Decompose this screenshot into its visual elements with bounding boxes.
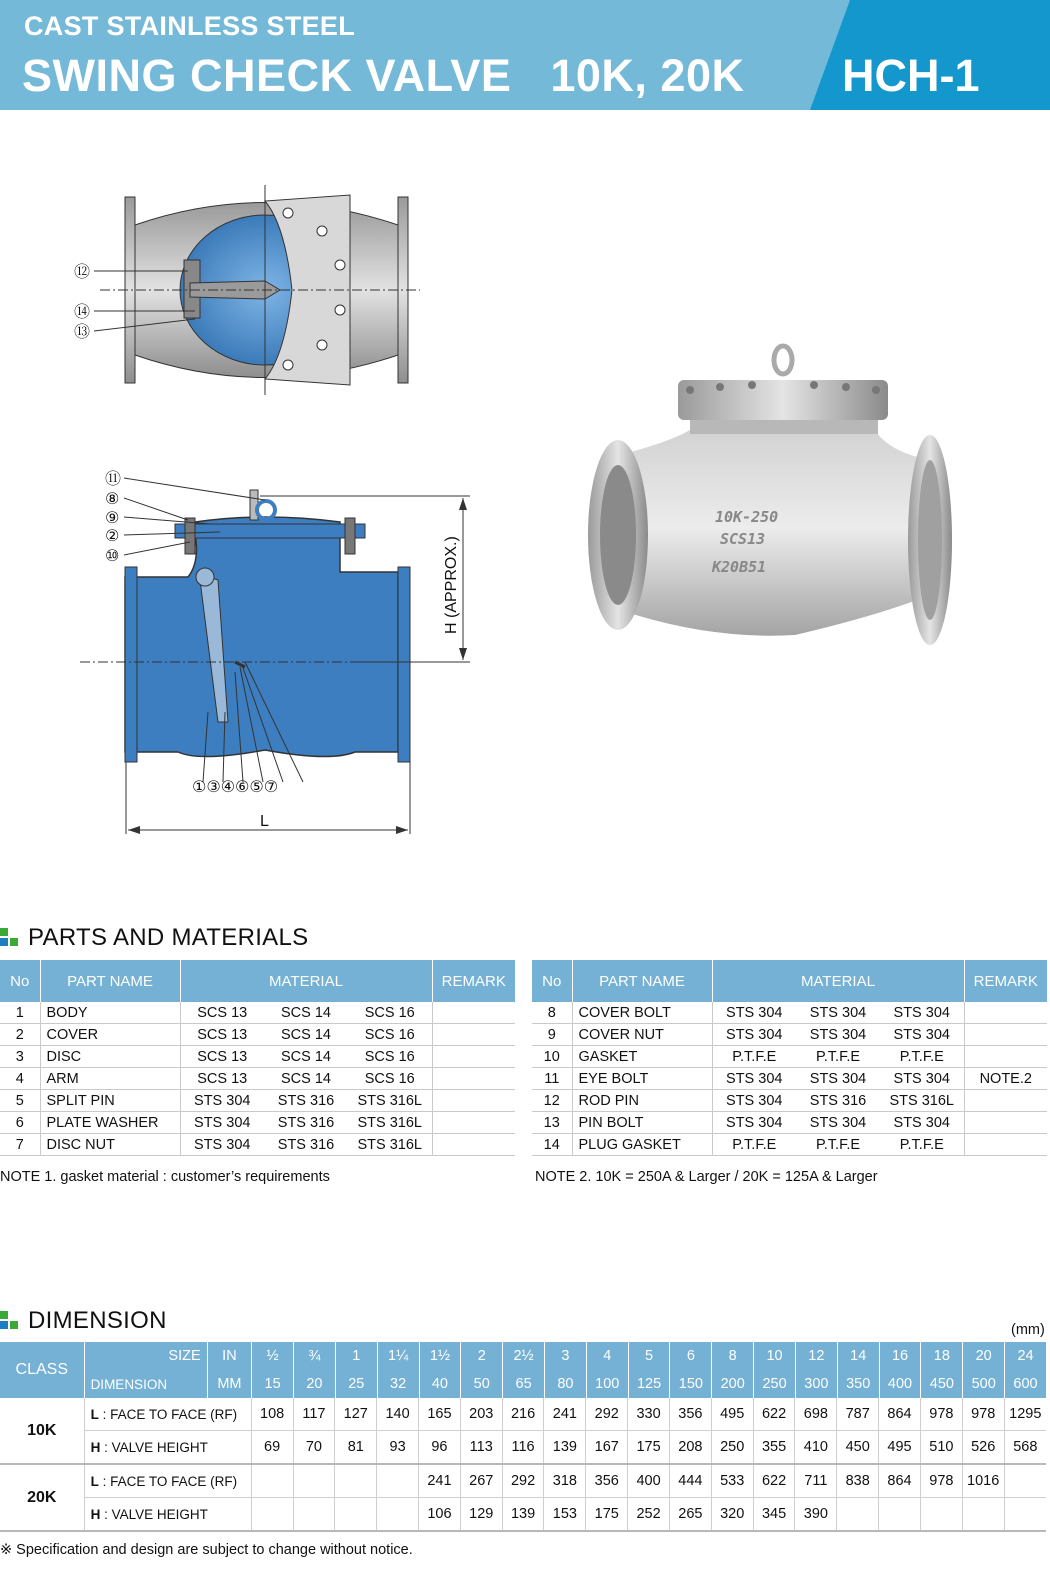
remark [964,1112,1047,1134]
header-subtitle: CAST STAINLESS STEEL [24,11,356,41]
dimension-value: 622 [753,1398,795,1431]
dimension-value: 116 [502,1431,544,1465]
material-1: STS 304 [712,1024,796,1046]
dimension-value: 265 [669,1498,711,1532]
part-name: COVER [40,1024,180,1046]
material-2: STS 316 [264,1134,348,1156]
dimension-value [1004,1498,1046,1532]
material-2: STS 316 [264,1112,348,1134]
size-in-cell: 24 [1004,1342,1046,1370]
dimension-value: 410 [795,1431,837,1465]
remark [432,1002,515,1024]
size-in-cell: 5 [628,1342,670,1370]
material-2: SCS 14 [264,1046,348,1068]
size-in-cell: 1½ [419,1342,461,1370]
material-2: SCS 14 [264,1024,348,1046]
size-mm-cell: 100 [586,1370,628,1398]
material-3: STS 304 [880,1068,964,1090]
dimension-value: 330 [628,1398,670,1431]
material-3: STS 304 [880,1002,964,1024]
dimension-value: 698 [795,1398,837,1431]
dimension-value: 1295 [1004,1398,1046,1431]
valve-section-drawing [60,462,480,840]
class-name: 10K [0,1398,84,1464]
remark [964,1002,1047,1024]
size-mm-cell: 80 [544,1370,586,1398]
dimension-row [0,1398,1046,1431]
dimension-value: 127 [335,1398,377,1431]
size-mm-cell: 25 [335,1370,377,1398]
material-1: STS 304 [712,1002,796,1024]
dimension-value: 390 [795,1498,837,1532]
dimension-value [377,1498,419,1532]
dimension-desc-text: : FACE TO FACE (RF) [98,1406,238,1422]
note-2: NOTE 2. 10K = 250A & Larger / 20K = 125A & Larger [535,1169,878,1185]
size-mm-cell: 150 [669,1370,711,1398]
material-3: STS 304 [880,1024,964,1046]
material-3: SCS 16 [348,1002,432,1024]
col-part-name: PART NAME [40,960,180,1002]
material-2: STS 316 [796,1090,880,1112]
dimension-value [879,1498,921,1532]
dimension-value: 292 [502,1464,544,1498]
parts-heading: PARTS AND MATERIALS [28,924,309,951]
dimension-value: 117 [293,1398,335,1431]
size-mm-cell: 50 [460,1370,502,1398]
part-no: 1 [0,1002,40,1024]
remark [432,1112,515,1134]
class-name: 20K [0,1464,84,1531]
dimension-value: 208 [669,1431,711,1465]
parts-row [532,1112,1047,1134]
size-in-cell: 2½ [502,1342,544,1370]
dimension-value [251,1464,293,1498]
material-3: STS 316L [348,1112,432,1134]
callout-2: ② [105,526,120,545]
size-mm-cell: 15 [251,1370,293,1398]
dimension-value [377,1464,419,1498]
dimension-value: 108 [251,1398,293,1431]
parts-row [0,1112,515,1134]
material-1: P.T.F.E [712,1134,796,1156]
parts-row [0,1068,515,1090]
dimension-h-label: H (APPROX.) [443,536,460,634]
callout-8: ⑧ [105,489,120,508]
dimension-value: 140 [377,1398,419,1431]
dimension-header: DIMENSION [84,1370,207,1398]
size-in-cell: 2 [460,1342,502,1370]
part-no: 4 [0,1068,40,1090]
dimension-value: 495 [879,1431,921,1465]
dimension-value: 241 [544,1398,586,1431]
dimension-value: 267 [460,1464,502,1498]
dimension-desc [84,1498,251,1532]
dimension-value: 1016 [962,1464,1004,1498]
material-3: P.T.F.E [880,1134,964,1156]
dimension-value: 345 [753,1498,795,1532]
size-mm-cell: 350 [837,1370,879,1398]
material-3: SCS 16 [348,1024,432,1046]
size-in-cell: 14 [837,1342,879,1370]
part-no: 10 [532,1046,572,1068]
dimension-value [335,1464,377,1498]
dimension-desc [84,1464,251,1498]
material-3: P.T.F.E [880,1046,964,1068]
dimension-value: 356 [586,1464,628,1498]
section-bullet-icon [0,1311,18,1329]
size-in-cell: 12 [795,1342,837,1370]
dimension-value: 787 [837,1398,879,1431]
parts-row [532,1134,1047,1156]
cast-mark-material: SCS13 [720,530,766,548]
class-header: CLASS [0,1342,84,1398]
dimension-key: H [90,1439,101,1455]
material-3: SCS 16 [348,1068,432,1090]
dimension-value: 69 [251,1431,293,1465]
remark [964,1024,1047,1046]
col-no: No [532,960,572,1002]
dimension-value [251,1498,293,1532]
material-2: STS 304 [796,1002,880,1024]
dimension-value: 106 [419,1498,461,1532]
material-2: STS 316 [264,1090,348,1112]
dimension-l-label: L [260,813,269,830]
dimension-value: 510 [920,1431,962,1465]
dimension-value: 450 [837,1431,879,1465]
dimension-heading: DIMENSION [28,1307,167,1334]
material-2: SCS 14 [264,1068,348,1090]
callout-11: ⑪ [105,469,122,488]
dimension-value [920,1498,962,1532]
dimension-value: 318 [544,1464,586,1498]
dimension-desc [84,1431,251,1465]
dimension-value: 292 [586,1398,628,1431]
material-2: SCS 14 [264,1002,348,1024]
material-1: SCS 13 [180,1024,264,1046]
in-header: IN [207,1342,251,1370]
size-mm-cell: 40 [419,1370,461,1398]
remark [432,1024,515,1046]
material-2: STS 304 [796,1112,880,1134]
remark [432,1090,515,1112]
part-name: EYE BOLT [572,1068,712,1090]
material-1: STS 304 [180,1134,264,1156]
callout-12: ⑫ [74,262,91,281]
part-name: COVER BOLT [572,1002,712,1024]
part-no: 8 [532,1002,572,1024]
material-3: STS 316L [348,1090,432,1112]
dimension-desc [84,1398,251,1431]
col-material: MATERIAL [180,960,432,1002]
dimension-value: 250 [711,1431,753,1465]
dimension-row [0,1498,1046,1532]
material-1: STS 304 [180,1112,264,1134]
model-number: HCH-1 [842,50,980,101]
dimension-value [293,1464,335,1498]
size-mm-cell: 65 [502,1370,544,1398]
dimension-value: 568 [1004,1431,1046,1465]
part-name: PLUG GASKET [572,1134,712,1156]
part-name: SPLIT PIN [40,1090,180,1112]
part-no: 12 [532,1090,572,1112]
size-in-cell: 4 [586,1342,628,1370]
parts-row [532,1090,1047,1112]
col-remark: REMARK [432,960,515,1002]
dimension-value: 241 [419,1464,461,1498]
dimension-value: 70 [293,1431,335,1465]
dimension-value: 216 [502,1398,544,1431]
size-mm-cell: 300 [795,1370,837,1398]
dimension-value: 139 [544,1431,586,1465]
dimension-value: 175 [628,1431,670,1465]
parts-row [532,1046,1047,1068]
parts-row [0,1134,515,1156]
callout-13: ⑬ [74,322,91,341]
dimension-key: L [90,1473,99,1489]
note-1: NOTE 1. gasket material : customer’s requirements [0,1169,330,1185]
size-in-cell: 20 [962,1342,1004,1370]
dimension-value: 153 [544,1498,586,1532]
material-3: STS 316L [348,1134,432,1156]
dimension-value: 864 [879,1464,921,1498]
cast-mark-code: K20B51 [712,558,767,576]
remark [432,1134,515,1156]
size-in-cell: 16 [879,1342,921,1370]
material-1: P.T.F.E [712,1046,796,1068]
dimension-value: 978 [920,1464,962,1498]
size-in-cell: 6 [669,1342,711,1370]
part-no: 14 [532,1134,572,1156]
size-in-cell: 1 [335,1342,377,1370]
parts-row [532,1024,1047,1046]
section-bullet-icon [0,928,18,946]
size-in-cell: 8 [711,1342,753,1370]
dimension-value: 113 [460,1431,502,1465]
material-2: STS 304 [796,1024,880,1046]
size-mm-cell: 200 [711,1370,753,1398]
parts-table-right [532,960,1047,1156]
dimension-desc-text: : VALVE HEIGHT [100,1439,208,1455]
callout-bottom-group: ①③④⑥⑤⑦ [192,777,279,796]
parts-row [532,1068,1047,1090]
part-name: DISC NUT [40,1134,180,1156]
col-part-name: PART NAME [572,960,712,1002]
remark [964,1046,1047,1068]
material-1: SCS 13 [180,1068,264,1090]
dimension-desc-text: : VALVE HEIGHT [100,1506,208,1522]
part-no: 5 [0,1090,40,1112]
size-mm-cell: 450 [920,1370,962,1398]
dimension-value: 81 [335,1431,377,1465]
part-no: 2 [0,1024,40,1046]
dimension-value: 139 [502,1498,544,1532]
material-1: SCS 13 [180,1002,264,1024]
material-1: STS 304 [712,1090,796,1112]
dimension-value: 526 [962,1431,1004,1465]
size-mm-cell: 20 [293,1370,335,1398]
dimension-key: L [90,1406,99,1422]
part-no: 11 [532,1068,572,1090]
material-3: STS 304 [880,1112,964,1134]
size-in-cell: ½ [251,1342,293,1370]
parts-row [0,1024,515,1046]
remark [964,1134,1047,1156]
valve-product-photo [580,340,970,660]
material-2: P.T.F.E [796,1134,880,1156]
part-no: 9 [532,1024,572,1046]
size-in-cell: 3 [544,1342,586,1370]
dimension-key: H [90,1506,101,1522]
dimension-value: 400 [628,1464,670,1498]
dimension-value: 129 [460,1498,502,1532]
material-2: STS 304 [796,1068,880,1090]
material-2: P.T.F.E [796,1046,880,1068]
parts-table-left [0,960,515,1156]
header-title: SWING CHECK VALVE 10K, 20K [22,50,745,101]
dimension-value: 978 [962,1398,1004,1431]
size-header: SIZE [84,1342,207,1370]
size-mm-cell: 125 [628,1370,670,1398]
material-1: STS 304 [180,1090,264,1112]
dimension-row [0,1464,1046,1498]
parts-row [0,1046,515,1068]
dimension-value: 622 [753,1464,795,1498]
callout-10: ⑩ [105,546,120,565]
dimension-value [293,1498,335,1532]
material-1: SCS 13 [180,1046,264,1068]
dimension-value: 444 [669,1464,711,1498]
remark: NOTE.2 [964,1068,1047,1090]
size-mm-cell: 32 [377,1370,419,1398]
part-no: 13 [532,1112,572,1134]
dimension-value: 165 [419,1398,461,1431]
size-in-cell: ¾ [293,1342,335,1370]
parts-row [532,1002,1047,1024]
dimension-value [1004,1464,1046,1498]
dimension-value: 93 [377,1431,419,1465]
size-mm-cell: 500 [962,1370,1004,1398]
material-1: STS 304 [712,1112,796,1134]
dimension-value: 167 [586,1431,628,1465]
part-name: DISC [40,1046,180,1068]
remark [432,1068,515,1090]
dimension-row [0,1431,1046,1465]
col-remark: REMARK [964,960,1047,1002]
material-3: SCS 16 [348,1046,432,1068]
dimension-value: 203 [460,1398,502,1431]
parts-row [0,1090,515,1112]
parts-row [0,1002,515,1024]
dimension-value: 96 [419,1431,461,1465]
mm-header: MM [207,1370,251,1398]
part-name: COVER NUT [572,1024,712,1046]
dimension-table [0,1342,1046,1532]
remark [964,1090,1047,1112]
size-mm-cell: 600 [1004,1370,1046,1398]
dimension-desc-text: : FACE TO FACE (RF) [98,1473,238,1489]
remark [432,1046,515,1068]
dimension-value [335,1498,377,1532]
material-3: STS 316L [880,1090,964,1112]
part-no: 3 [0,1046,40,1068]
cast-mark-class: 10K-250 [715,508,779,526]
unit-label: (mm) [1011,1322,1045,1338]
callout-14: ⑭ [74,302,91,321]
valve-top-view-drawing [60,185,430,395]
part-name: ARM [40,1068,180,1090]
dimension-value: 320 [711,1498,753,1532]
part-no: 7 [0,1134,40,1156]
footnote: ※ Specification and design are subject to change without notice. [0,1542,413,1558]
dimension-value: 978 [920,1398,962,1431]
dimension-value: 838 [837,1464,879,1498]
part-name: ROD PIN [572,1090,712,1112]
part-name: PLATE WASHER [40,1112,180,1134]
dimension-value: 175 [586,1498,628,1532]
dimension-value [837,1498,879,1532]
size-mm-cell: 400 [879,1370,921,1398]
dimension-value: 356 [669,1398,711,1431]
dimension-value: 495 [711,1398,753,1431]
part-name: GASKET [572,1046,712,1068]
part-name: BODY [40,1002,180,1024]
dimension-value: 711 [795,1464,837,1498]
dimension-value: 252 [628,1498,670,1532]
callout-9: ⑨ [105,508,120,527]
dimension-value [962,1498,1004,1532]
dimension-value: 355 [753,1431,795,1465]
size-in-cell: 18 [920,1342,962,1370]
material-1: STS 304 [712,1068,796,1090]
dimension-value: 864 [879,1398,921,1431]
part-no: 6 [0,1112,40,1134]
dimension-value: 533 [711,1464,753,1498]
size-in-cell: 1¼ [377,1342,419,1370]
part-name: PIN BOLT [572,1112,712,1134]
size-in-cell: 10 [753,1342,795,1370]
size-mm-cell: 250 [753,1370,795,1398]
col-no: No [0,960,40,1002]
col-material: MATERIAL [712,960,964,1002]
